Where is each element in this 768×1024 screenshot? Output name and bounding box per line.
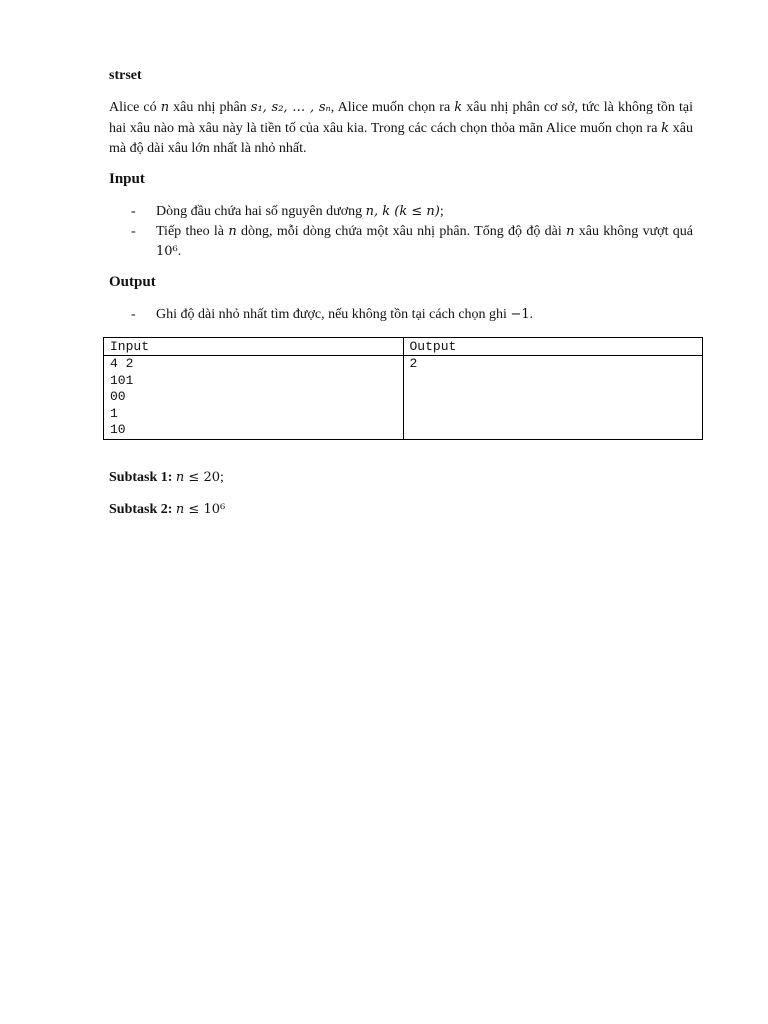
math-condition: ≤ 10⁶ [184, 502, 226, 517]
subtask-end: ; [220, 470, 224, 485]
bullet-text-part: dòng, mỗi dòng chứa một xâu nhị phân. Tổng độ độ dài [236, 224, 567, 239]
bullet-dash: - [131, 204, 136, 219]
math-number: 10⁶ [156, 244, 178, 259]
sample-input-line: 10 [110, 422, 126, 438]
sample-output-line: 2 [409, 356, 418, 371]
statement-text: , Alice muốn chọn ra [330, 100, 455, 115]
problem-title: strset [109, 68, 142, 83]
bullet-text-part: ; [439, 204, 444, 219]
sample-input-line: 00 [110, 389, 126, 405]
math-expression: n, k (k ≤ n) [365, 204, 440, 219]
sample-output-header: Output [403, 338, 703, 356]
statement-text: xâu nhị phân cơ sở, tức là không tồn tại hai xâu nào mà xâu này là tiền tố của xâu kia. Trong các cách chọn thỏa mãn Alice muốn chọn ra [109, 100, 694, 136]
table-row [104, 356, 703, 440]
bullet-text-part: . [177, 244, 182, 259]
bullet-text-part: xâu không vượt quá [574, 224, 693, 239]
bullet-text [156, 202, 693, 222]
sample-output-cell [403, 356, 703, 440]
bullet-dash: - [131, 224, 136, 239]
math-number: −1 [510, 307, 530, 322]
math-var: k [661, 120, 670, 136]
subtask-1 [109, 470, 224, 486]
sample-input-line: 1 [110, 405, 118, 421]
bullet-dash: - [131, 307, 136, 322]
table-header-row [104, 338, 703, 356]
math-var: n [175, 502, 185, 517]
math-var: k [454, 100, 463, 115]
bullet-text-part: Ghi độ dài nhỏ nhất tìm được, nếu không tồn tại cách chọn ghi [156, 307, 511, 322]
subtask-2 [109, 502, 225, 518]
problem-statement [109, 98, 693, 160]
bullet-text-part: Dòng đầu chứa hai số nguyên dương [156, 204, 366, 219]
math-var: n [228, 224, 237, 239]
sample-input-line: 4 2 [110, 356, 134, 371]
math-var: n [160, 100, 170, 115]
sample-table [103, 337, 703, 440]
sample-input-line: 101 [110, 372, 134, 388]
sample-input-cell [104, 356, 404, 440]
bullet-text-part: Tiếp theo là [156, 224, 229, 239]
subtask-label: Subtask 2: [109, 502, 173, 517]
bullet-text-part: . [529, 307, 534, 322]
statement-text: Alice có [109, 100, 161, 115]
statement-text: xâu mà độ dài xâu lớn nhất là nhỏ nhất. [109, 120, 693, 156]
math-strings: s₁, s₂, … , sₙ [250, 100, 331, 115]
output-heading: Output [109, 274, 156, 290]
math-var: n [566, 224, 575, 239]
bullet-text [156, 222, 693, 262]
input-heading: Input [109, 171, 145, 187]
sample-input-header: Input [104, 338, 404, 356]
bullet-text [156, 305, 693, 325]
math-condition: ≤ 20 [184, 470, 220, 485]
math-var: n [175, 470, 185, 485]
subtask-label: Subtask 1: [109, 470, 173, 485]
statement-text: xâu nhị phân [169, 100, 251, 115]
